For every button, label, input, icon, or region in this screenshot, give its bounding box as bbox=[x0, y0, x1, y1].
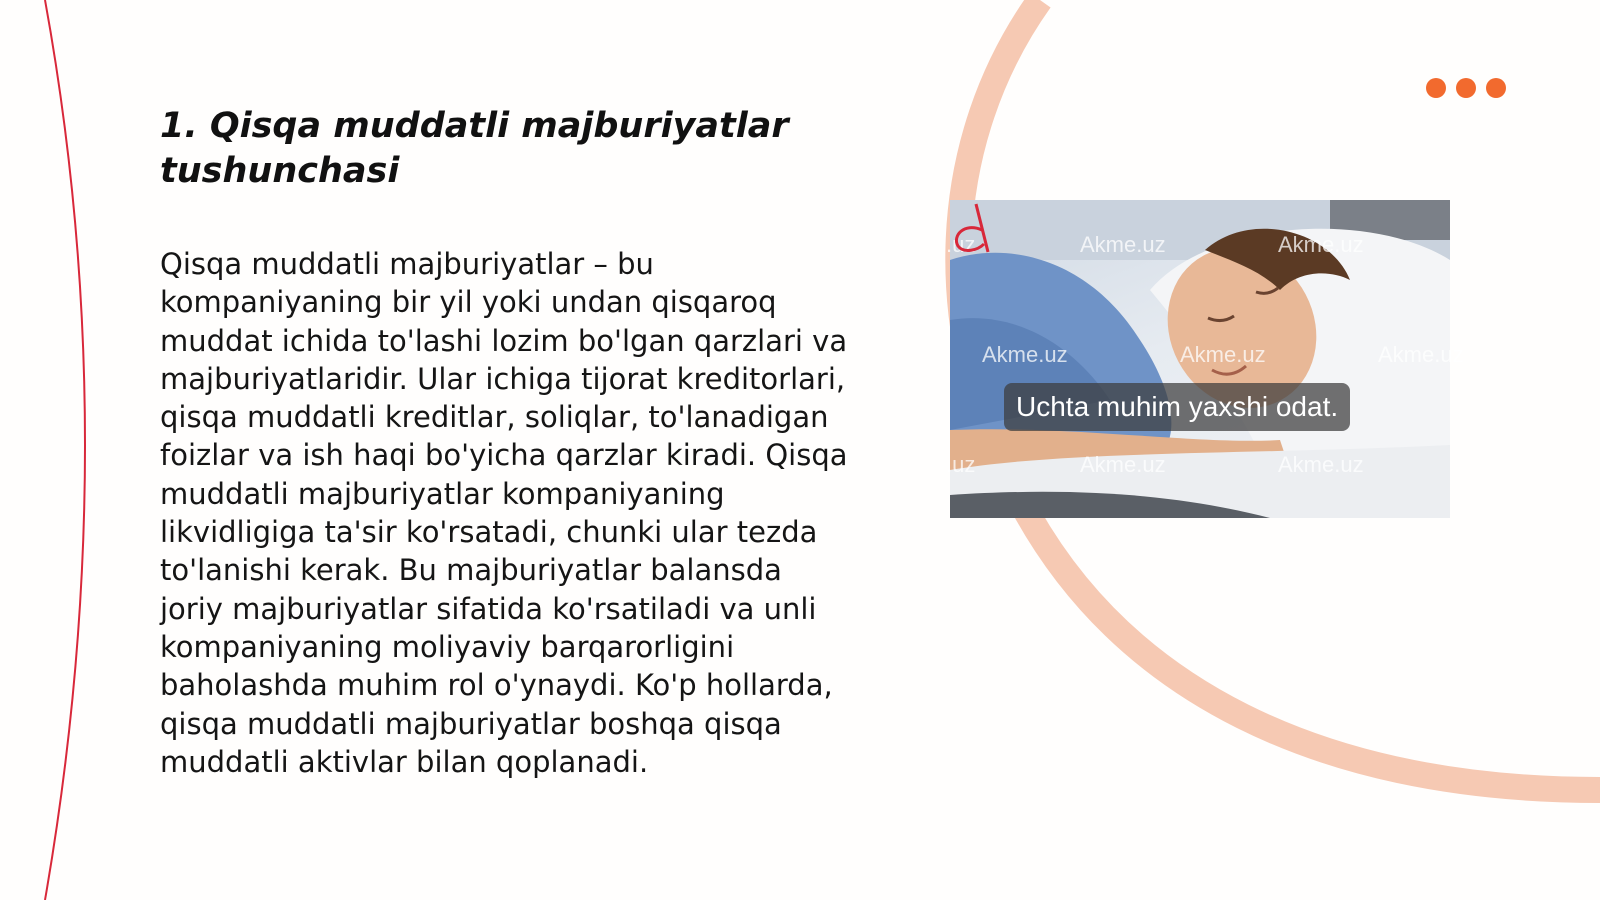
sleeping-man-photo bbox=[946, 200, 1464, 518]
image-caption: Uchta muhim yaxshi odat. bbox=[1004, 383, 1350, 431]
watermark: Akme.uz bbox=[1378, 342, 1464, 367]
akme-logo-icon bbox=[950, 200, 994, 256]
watermark: Akme.uz bbox=[1278, 232, 1364, 257]
watermark: .uz bbox=[946, 452, 976, 477]
watermark: Akme.uz bbox=[1278, 452, 1364, 477]
watermark: Akme.uz bbox=[1080, 232, 1166, 257]
left-curve-line bbox=[45, 0, 85, 900]
watermark: Akme.uz bbox=[1180, 342, 1266, 367]
dot bbox=[1456, 78, 1476, 98]
three-dots-icon bbox=[1426, 78, 1506, 98]
slide-body-text: Qisqa muddatli majburiyatlar – bu kompaniyaning bir yil yoki undan qisqaroq muddat ichida to'lashi lozim bo'lgan qarzlari va majburiyatlaridir. Ular ichiga tijorat kreditorlari, qisqa muddatli kreditlar, soliqlar, to'lanadigan foizlar va ish haqi bo'yicha qarzlar kiradi. Qisqa muddatli majburiyatlar kompaniyaning likvidligiga ta'sir ko'rsatadi, chunki ular tezda to'lanishi kerak. Bu majburiyatlar balansda joriy majburiyatlar sifatida ko'rsatiladi va unli kompaniyaning moliyaviy barqarorligini baholashda muhim rol o'ynaydi. Ko'p hollarda, qisqa muddatli majburiyatlar boshqa qisqa muddatli aktivlar bilan qoplanadi. bbox=[160, 247, 848, 779]
watermark: Akme.uz bbox=[1080, 452, 1166, 477]
dot bbox=[1426, 78, 1446, 98]
watermark: Akme.uz bbox=[982, 342, 1068, 367]
dot bbox=[1486, 78, 1506, 98]
watermark: .uz bbox=[946, 232, 976, 257]
slide-title: 1. Qisqa muddatli majburiyatlar tushunchasi bbox=[160, 106, 789, 191]
